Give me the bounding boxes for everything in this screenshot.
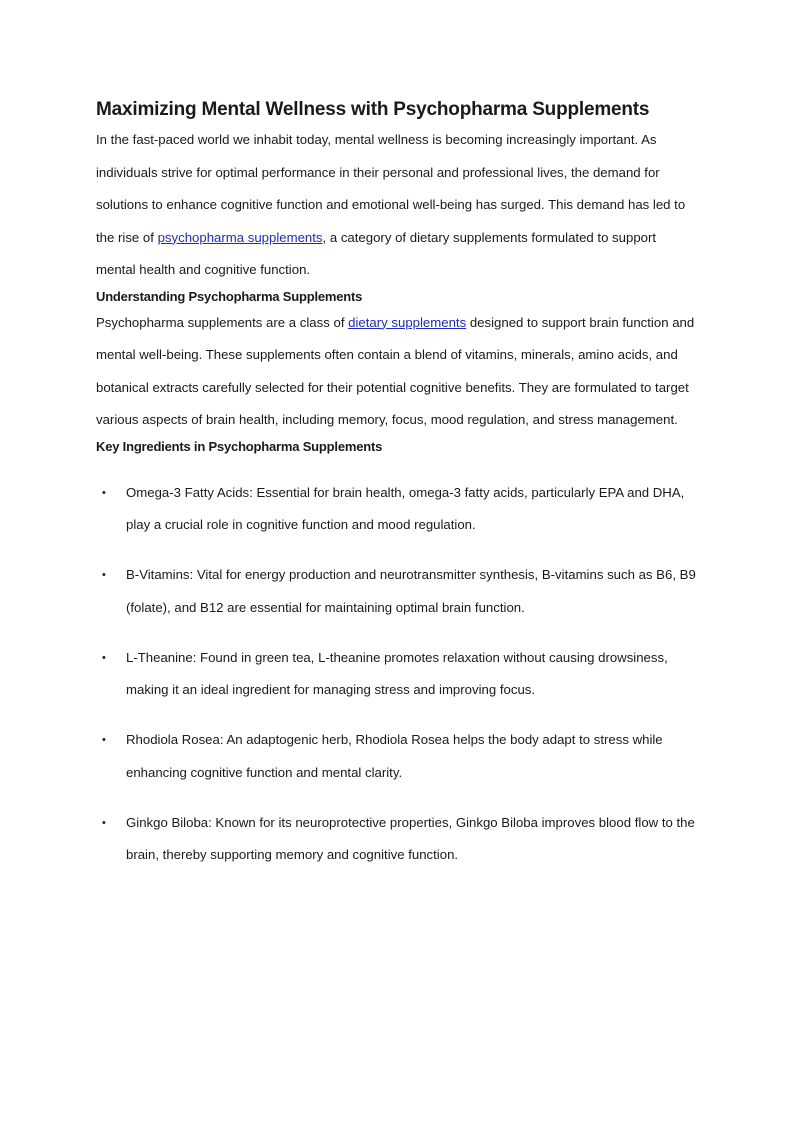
ingredients-list xyxy=(96,477,698,872)
bullet-icon: • xyxy=(102,486,106,499)
list-item xyxy=(96,477,698,542)
bullet-icon: • xyxy=(102,734,106,746)
list-item-text: L-Theanine: Found in green tea, L-theanine promotes relaxation without causing drowsiness, making it an ideal ingredient for managing stress and improving focus. xyxy=(126,649,668,697)
intro-paragraph xyxy=(96,124,698,287)
list-item xyxy=(96,724,698,789)
intro-text-after-link: , a category of dietary supplements formulated to support mental health and cognitive function. xyxy=(96,229,657,277)
list-item-text: Ginkgo Biloba: Known for its neuroprotective properties, Ginkgo Biloba improves blood flow to the brain, thereby supporting memory and cognitive function. xyxy=(126,814,695,862)
list-item xyxy=(96,642,698,707)
bullet-icon: • xyxy=(102,569,106,581)
list-item xyxy=(96,807,698,872)
list-item-text: B-Vitamins: Vital for energy production and neurotransmitter synthesis, B-vitamins such as B6, B9 (folate), and B12 are essential for maintaining optimal brain function. xyxy=(126,567,696,615)
bullet-icon: • xyxy=(102,651,106,664)
section-heading-key-ingredients: Key Ingredients in Psychopharma Supplements xyxy=(96,438,383,454)
bullet-icon: • xyxy=(102,816,106,829)
page-title: Maximizing Mental Wellness with Psychopharma Supplements xyxy=(96,99,650,120)
understanding-paragraph xyxy=(96,307,698,437)
understanding-text-after-link: designed to support brain function and mental well-being. These supplements often contain a blend of vitamins, minerals, amino acids, and botanical extracts carefully selected for their potential cognitive benefits. They are formulated to target various aspects of brain health, including memory, focus, mood regulation, and stress management. xyxy=(96,314,695,427)
psychopharma-supplements-link[interactable]: psychopharma supplements xyxy=(157,229,323,245)
list-item-text: Omega-3 Fatty Acids: Essential for brain health, omega-3 fatty acids, particularly EPA and DHA, play a crucial role in cognitive function and mood regulation. xyxy=(126,484,685,532)
dietary-supplements-link[interactable]: dietary supplements xyxy=(348,314,467,330)
section-heading-understanding: Understanding Psychopharma Supplements xyxy=(96,288,363,304)
understanding-text-before-link: Psychopharma supplements are a class of xyxy=(96,314,349,330)
intro-text-before-link: In the fast-paced world we inhabit today, mental wellness is becoming increasingly important. As individuals strive for optimal performance in their personal and professional lives, the demand for solutions to enhance cognitive function and emotional well-being has surged. This demand has led to the rise of xyxy=(96,132,686,245)
list-item-text: Rhodiola Rosea: An adaptogenic herb, Rhodiola Rosea helps the body adapt to stress while enhancing cognitive function and mental clarity. xyxy=(126,732,663,780)
list-item xyxy=(96,559,698,624)
